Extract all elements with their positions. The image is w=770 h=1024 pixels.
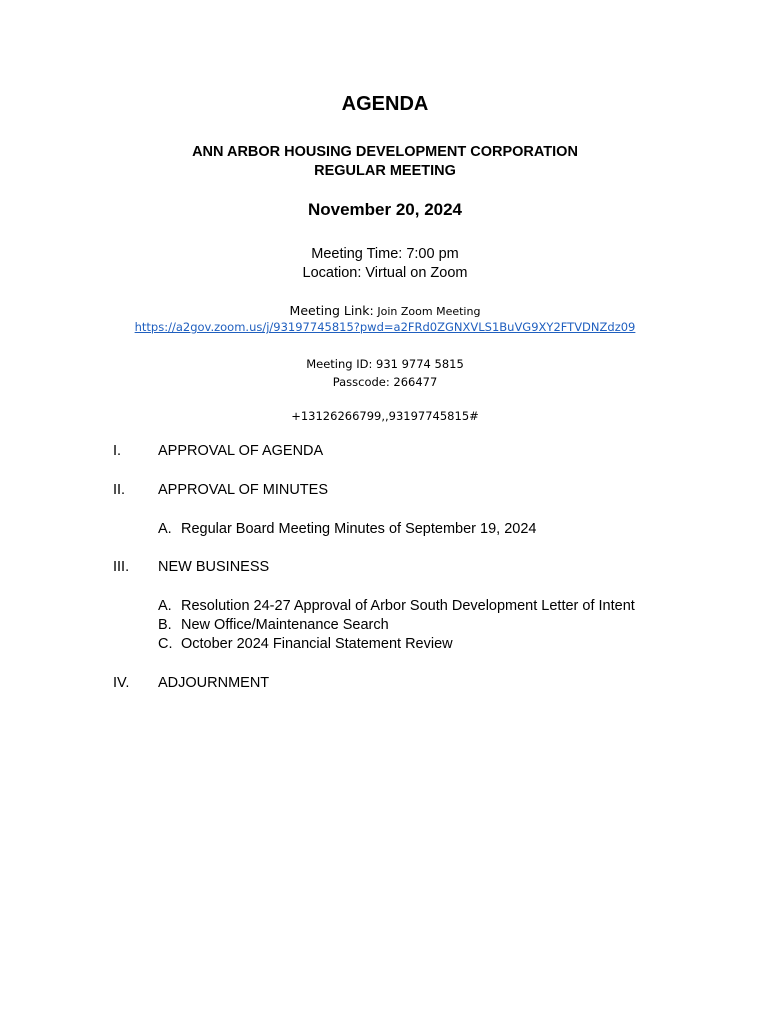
meeting-location: Location: Virtual on Zoom bbox=[302, 265, 468, 281]
subitem-text: Resolution 24-27 Approval of Arbor South Development Letter of Intent bbox=[181, 598, 635, 614]
zoom-meeting-link[interactable]: https://a2gov.zoom.us/j/93197745815?pwd=a2FRd0ZGNXVLS1BuVG9XY2FTVDNZdz09 bbox=[134, 320, 636, 334]
join-zoom-text: Join Zoom Meeting bbox=[377, 305, 481, 318]
agenda-item-title: APPROVAL OF AGENDA bbox=[158, 443, 324, 459]
subitem-letter: A. bbox=[158, 521, 172, 537]
subitem-text: October 2024 Financial Statement Review bbox=[181, 636, 453, 652]
agenda-item-title: APPROVAL OF MINUTES bbox=[158, 482, 328, 498]
agenda-item-number: I. bbox=[113, 443, 122, 459]
meeting-date: November 20, 2024 bbox=[307, 200, 463, 219]
subitem-letter: C. bbox=[158, 636, 173, 652]
agenda-subitem bbox=[158, 598, 635, 614]
meeting-type: REGULAR MEETING bbox=[314, 163, 456, 179]
meeting-time: Meeting Time: 7:00 pm bbox=[311, 246, 459, 262]
organization-heading bbox=[0, 143, 770, 181]
agenda-item-number: II. bbox=[113, 482, 126, 498]
subitem-letter: B. bbox=[158, 617, 172, 633]
subitem-letter: A. bbox=[158, 598, 172, 614]
agenda-subitem bbox=[158, 521, 536, 537]
subitem-text: New Office/Maintenance Search bbox=[181, 617, 389, 633]
agenda-item-number: IV. bbox=[113, 675, 130, 691]
agenda-subitem bbox=[158, 636, 453, 652]
meeting-passcode: Passcode: 266477 bbox=[332, 375, 438, 389]
meeting-link-line bbox=[0, 303, 770, 320]
meeting-credentials bbox=[0, 355, 770, 391]
page-title: AGENDA bbox=[341, 93, 429, 115]
agenda-item-title: ADJOURNMENT bbox=[158, 675, 270, 691]
agenda-item-number: III. bbox=[113, 559, 130, 575]
meeting-link-label: Meeting Link: bbox=[289, 303, 374, 318]
agenda-subitem bbox=[158, 617, 389, 633]
agenda-item-title: NEW BUSINESS bbox=[158, 559, 270, 575]
subitem-text: Regular Board Meeting Minutes of September 19, 2024 bbox=[181, 521, 537, 537]
dial-in-number: +13126266799,,93197745815# bbox=[291, 409, 479, 423]
meeting-info bbox=[0, 245, 770, 283]
organization-name: ANN ARBOR HOUSING DEVELOPMENT CORPORATION bbox=[192, 144, 578, 160]
meeting-id: Meeting ID: 931 9774 5815 bbox=[306, 357, 464, 371]
